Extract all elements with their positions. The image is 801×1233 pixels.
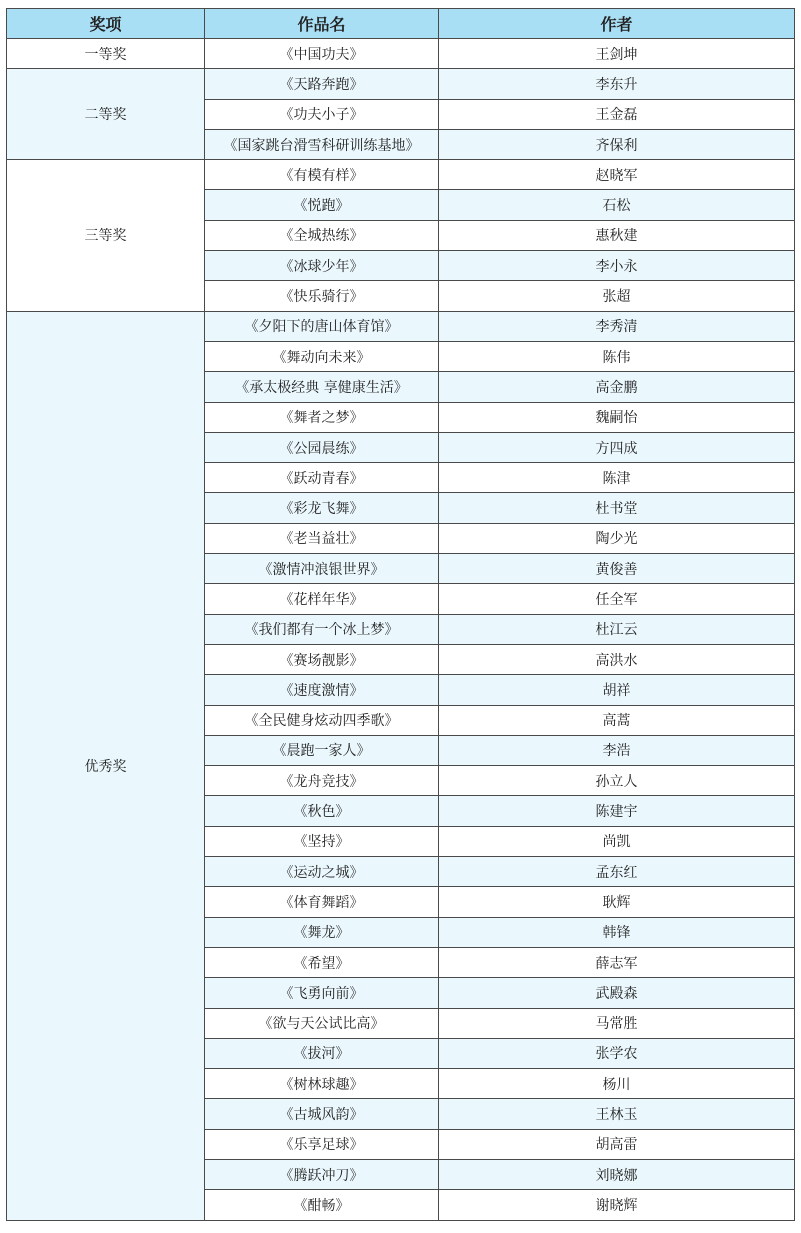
table-row [7,311,795,341]
work-title-cell: 《腾跃冲刀》 [205,1159,439,1189]
work-title-cell: 《舞动向未来》 [205,341,439,371]
author-cell: 方四成 [439,432,795,462]
author-cell: 高蒿 [439,705,795,735]
work-title-cell: 《天路奔跑》 [205,69,439,99]
work-title-cell: 《酣畅》 [205,1190,439,1220]
author-cell: 王金磊 [439,99,795,129]
author-cell: 张超 [439,281,795,311]
work-title-cell: 《花样年华》 [205,584,439,614]
author-cell: 张学农 [439,1038,795,1068]
table-body [7,39,795,1221]
work-title-cell: 《坚持》 [205,826,439,856]
author-cell: 齐保利 [439,129,795,159]
author-cell: 孙立人 [439,766,795,796]
author-cell: 杨川 [439,1069,795,1099]
author-cell: 李秀清 [439,311,795,341]
header-award: 奖项 [7,9,205,39]
award-cell: 优秀奖 [7,311,205,1220]
work-title-cell: 《全民健身炫动四季歌》 [205,705,439,735]
work-title-cell: 《功夫小子》 [205,99,439,129]
author-cell: 马常胜 [439,1008,795,1038]
author-cell: 赵晓军 [439,160,795,190]
author-cell: 魏嗣怡 [439,402,795,432]
work-title-cell: 《体育舞蹈》 [205,887,439,917]
work-title-cell: 《秋色》 [205,796,439,826]
author-cell: 武殿森 [439,978,795,1008]
table-row [7,69,795,99]
work-title-cell: 《老当益壮》 [205,523,439,553]
author-cell: 孟东红 [439,857,795,887]
award-cell: 三等奖 [7,160,205,311]
author-cell: 黄俊善 [439,554,795,584]
author-cell: 耿辉 [439,887,795,917]
author-cell: 石松 [439,190,795,220]
author-cell: 任全军 [439,584,795,614]
work-title-cell: 《赛场靓影》 [205,644,439,674]
author-cell: 胡高雷 [439,1129,795,1159]
work-title-cell: 《拔河》 [205,1038,439,1068]
header-author: 作者 [439,9,795,39]
work-title-cell: 《速度激情》 [205,675,439,705]
work-title-cell: 《希望》 [205,947,439,977]
author-cell: 韩锋 [439,917,795,947]
work-title-cell: 《舞者之梦》 [205,402,439,432]
work-title-cell: 《舞龙》 [205,917,439,947]
work-title-cell: 《树林球趣》 [205,1069,439,1099]
work-title-cell: 《冰球少年》 [205,251,439,281]
author-cell: 李浩 [439,735,795,765]
work-title-cell: 《激情冲浪银世界》 [205,554,439,584]
work-title-cell: 《公园晨练》 [205,432,439,462]
work-title-cell: 《全城热练》 [205,220,439,250]
author-cell: 高洪水 [439,644,795,674]
work-title-cell: 《运动之城》 [205,857,439,887]
header-row [7,9,795,39]
header-work: 作品名 [205,9,439,39]
work-title-cell: 《国家跳台滑雪科研训练基地》 [205,129,439,159]
work-title-cell: 《中国功夫》 [205,39,439,69]
work-title-cell: 《龙舟竞技》 [205,766,439,796]
work-title-cell: 《承太极经典 享健康生活》 [205,372,439,402]
table-row [7,39,795,69]
table-row [7,160,795,190]
work-title-cell: 《乐享足球》 [205,1129,439,1159]
author-cell: 谢晓辉 [439,1190,795,1220]
work-title-cell: 《欲与天公试比高》 [205,1008,439,1038]
award-cell: 二等奖 [7,69,205,160]
work-title-cell: 《快乐骑行》 [205,281,439,311]
work-title-cell: 《悦跑》 [205,190,439,220]
author-cell: 刘晓娜 [439,1159,795,1189]
author-cell: 薛志军 [439,947,795,977]
work-title-cell: 《晨跑一家人》 [205,735,439,765]
award-cell: 一等奖 [7,39,205,69]
work-title-cell: 《跃动青春》 [205,463,439,493]
author-cell: 李小永 [439,251,795,281]
award-table [6,8,795,1221]
author-cell: 惠秋建 [439,220,795,250]
work-title-cell: 《古城风韵》 [205,1099,439,1129]
work-title-cell: 《有模有样》 [205,160,439,190]
work-title-cell: 《飞勇向前》 [205,978,439,1008]
author-cell: 陶少光 [439,523,795,553]
author-cell: 尚凯 [439,826,795,856]
author-cell: 陈伟 [439,341,795,371]
author-cell: 陈建宇 [439,796,795,826]
author-cell: 陈津 [439,463,795,493]
author-cell: 杜江云 [439,614,795,644]
author-cell: 杜书堂 [439,493,795,523]
author-cell: 李东升 [439,69,795,99]
author-cell: 高金鹏 [439,372,795,402]
work-title-cell: 《我们都有一个冰上梦》 [205,614,439,644]
work-title-cell: 《彩龙飞舞》 [205,493,439,523]
author-cell: 王林玉 [439,1099,795,1129]
author-cell: 王剑坤 [439,39,795,69]
work-title-cell: 《夕阳下的唐山体育馆》 [205,311,439,341]
author-cell: 胡祥 [439,675,795,705]
